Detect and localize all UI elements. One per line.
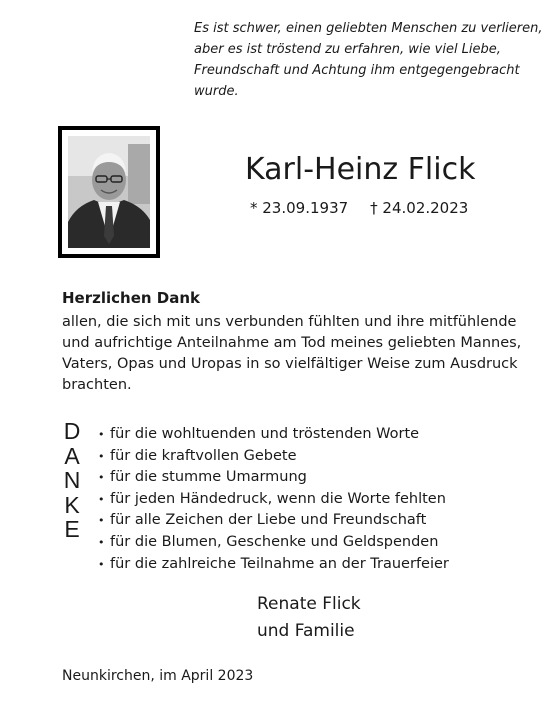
list-item: • für die zahlreiche Teilnahme an der Trauerfeier bbox=[98, 554, 449, 576]
danke-letter: N bbox=[63, 467, 81, 494]
quote-text bbox=[194, 18, 543, 102]
list-item: • für die Blumen, Geschenke und Geldspenden bbox=[98, 532, 449, 554]
signature-name: Renate Flick bbox=[257, 594, 361, 614]
thanks-list bbox=[98, 424, 449, 575]
bullet-icon: • bbox=[98, 471, 105, 485]
thanks-heading: Herzlichen Dank bbox=[62, 289, 201, 307]
place-date: Neunkirchen, im April 2023 bbox=[62, 668, 254, 684]
paragraph-line: Vaters, Opas und Uropas in so vielfältiger Weise zum Ausdruck bbox=[62, 356, 518, 372]
bullet-icon: • bbox=[98, 428, 105, 441]
paragraph-line: brachten. bbox=[62, 377, 132, 393]
list-item: • für alle Zeichen der Liebe und Freundschaft bbox=[98, 510, 449, 532]
danke-letter: A bbox=[64, 442, 80, 469]
list-item: • für jeden Händedruck, wenn die Worte fehlten bbox=[98, 489, 449, 511]
danke-letter: D bbox=[63, 418, 81, 444]
danke-letter: K bbox=[64, 491, 80, 518]
list-item: • für die stumme Umarmung bbox=[98, 467, 449, 489]
quote-line: Es ist schwer, einen geliebten Menschen zu verlieren, bbox=[194, 21, 543, 36]
list-item: • für die kraftvollen Gebete bbox=[98, 446, 449, 468]
life-dates bbox=[250, 198, 468, 218]
thanks-paragraph bbox=[62, 312, 532, 396]
bullet-icon: • bbox=[98, 514, 105, 528]
quote-line: Freundschaft und Achtung ihm entgegengebracht bbox=[194, 63, 520, 78]
quote-line: wurde. bbox=[194, 84, 239, 99]
signature-family: und Familie bbox=[257, 621, 355, 641]
paragraph-line: und aufrichtige Anteilnahme am Tod meines geliebten Mannes, bbox=[62, 335, 522, 351]
danke-vertical-word bbox=[60, 419, 84, 542]
birth-date: * 23.09.1937 bbox=[250, 199, 349, 217]
quote-line: aber es ist tröstend zu erfahren, wie viel Liebe, bbox=[194, 42, 501, 57]
bullet-icon: • bbox=[98, 492, 105, 506]
list-item: • für die wohltuenden und tröstenden Worte bbox=[98, 424, 449, 446]
danke-letter: E bbox=[64, 516, 80, 543]
signature bbox=[257, 591, 361, 645]
paragraph-line: allen, die sich mit uns verbunden fühlten und ihre mitfühlende bbox=[62, 314, 517, 330]
bullet-icon: • bbox=[98, 557, 105, 571]
bullet-icon: • bbox=[98, 449, 105, 463]
bullet-icon: • bbox=[98, 535, 105, 549]
portrait-frame bbox=[58, 126, 160, 258]
deceased-name: Karl-Heinz Flick bbox=[245, 152, 476, 187]
death-date: † 24.02.2023 bbox=[370, 199, 469, 217]
